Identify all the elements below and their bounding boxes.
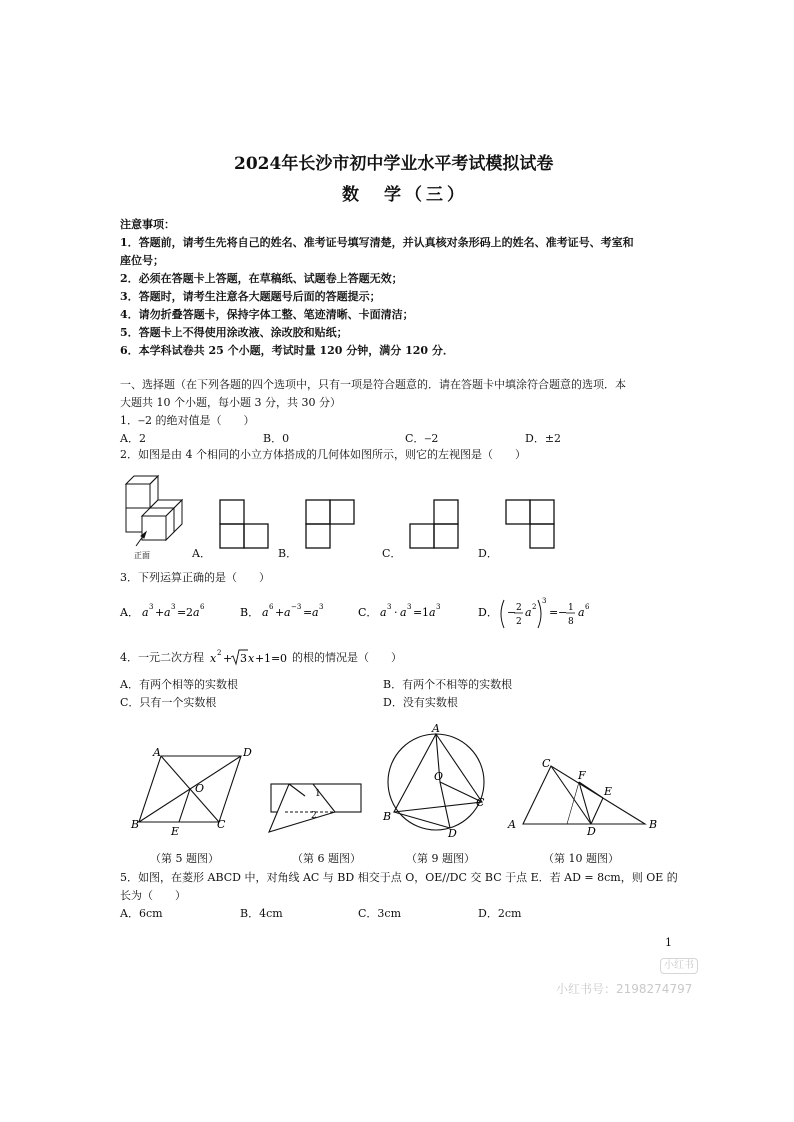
figure-10-triangle [505,752,665,836]
q3-b-exp: −3 [291,603,302,611]
q3-c-num: 1 [422,606,429,619]
q3-c-var: a [429,606,436,619]
fig10-label-c: C [542,757,551,770]
q3-b-exp: 6 [269,603,274,611]
fig5-label-o: O [195,782,205,795]
q3-a-num: 2 [186,606,193,619]
q2-option-b-view [306,500,354,548]
q3-a-var: a [164,606,171,619]
q3-d-var: a [525,606,532,619]
notes-heading: 注意事项： [120,218,175,231]
q4-stem-pre: 4．一元二次方程 [120,651,204,664]
q5-option-a: A．6cm [120,907,163,920]
q2-option-d: D． [478,547,498,560]
q5-option-b: B．4cm [240,907,283,920]
q3-b-var: a [312,606,319,619]
q2-option-a-view [220,500,268,548]
q5-stem: 5．如图，在菱形 ABCD 中，对角线 AC 与 BD 相交于点 O，OE//DC 交 BC 于点 E．若 AD = 8cm，则 OE 的 [120,871,678,884]
fig10-label-e: E [604,785,613,798]
q3-label-b: B． [240,606,260,619]
q4-eq-plus: + [255,652,265,665]
q3-d-op: = [549,606,559,619]
fig5-label-e: E [171,825,180,838]
q2-front-label: 正面 [134,551,150,560]
q4-option-a: A．有两个相等的实数根 [120,678,238,691]
figure-5-rhombus [125,744,255,840]
fig9-label-o: O [434,770,444,783]
figure-caption: （第 9 题图） [406,852,475,865]
q1-option-c: C．‒2 [405,432,439,445]
q2-option-d-view [506,500,554,548]
q4-option-d: D．没有实数根 [383,696,458,709]
q1-stem: 1．‒2 的绝对值是（ ） [120,414,255,427]
fig9-label-a: A [432,722,440,735]
q1-option-b: B．0 [263,432,290,445]
q3-a-var: a [142,606,149,619]
q4-eq-one: 1 [264,652,271,665]
q4-equation [208,645,292,667]
q2-option-a: A． [192,547,211,560]
q5-option-d: D．2cm [478,907,522,920]
q4-eq-eq: = [271,652,281,665]
q3-d-exp: 6 [585,603,590,611]
q5-option-c: C．3cm [358,907,402,920]
fig10-label-a: A [508,818,516,831]
q3-d-num: 2 [516,617,522,627]
fig10-label-d: D [587,825,596,836]
section-heading: 一、选择题（在下列各题的四个选项中，只有一项是符合题意的．请在答题卡中填涂符合题意的选项．本 [120,378,626,391]
watermark-id: 小红书号：2198274797 [556,982,693,996]
q2-stem: 2．如图是由 4 个相同的小立方体搭成的几何体如图所示，则它的左视图是（ ） [120,448,526,461]
q4-eq-x: x [210,652,217,665]
fig9-label-d: D [448,827,457,838]
fig5-label-d: D [243,746,252,759]
q1-option-a: A．2 [120,432,146,445]
subject-title: 数 学（三） [342,185,468,205]
q3-c-exp: 3 [387,603,392,611]
q3-b-var: a [284,606,291,619]
q3-b-exp: 3 [319,603,324,611]
q3-b-op: = [303,606,313,619]
q3-b-op: + [275,606,285,619]
q4-eq-zero: 0 [280,652,287,665]
q3-d-num: 2 [516,603,522,613]
q2-option-b: B． [278,547,298,560]
q4-eq-x: x [248,652,255,665]
q3-c-exp: 3 [407,603,412,611]
figure-caption: （第 6 题图） [292,852,361,865]
q3-c-op: = [413,606,423,619]
note-item: 4．请勿折叠答题卡，保持字体工整、笔迹清晰、卡面清洁； [120,308,414,321]
q3-c-exp: 3 [436,603,441,611]
q3-d-op: − [507,606,517,619]
fig5-label-b: B [131,818,140,831]
figure-caption: （第 5 题图） [150,852,219,865]
q3-a-op: + [155,606,165,619]
note-item: 2．必须在答题卡上答题，在草稿纸、试题卷上答题无效； [120,272,403,285]
q5-stem-cont: 长为（ ） [120,889,186,902]
exam-title: 2024年长沙市初中学业水平考试模拟试卷 [234,154,554,174]
q3-d-exp: 2 [532,603,537,611]
page-number: 1 [665,936,672,949]
q4-option-c: C．只有一个实数根 [120,696,217,709]
fig6-label-2: 2 [311,811,317,821]
q3-label-d: D． [478,606,498,619]
fig10-label-f: F [578,769,586,782]
q3-c-var: a [400,606,407,619]
note-item: 1．答题前，请考生先将自己的姓名、准考证号填写清楚，并认真核对条形码上的姓名、准考证号、考室和 [120,236,634,249]
q3-label-c: C． [358,606,378,619]
note-item: 5．答题卡上不得使用涂改液、涂改胶和贴纸； [120,326,348,339]
q3-c-var: a [380,606,387,619]
q2-option-c-view [410,500,458,548]
q3-a-exp: 3 [171,603,176,611]
q3-options [118,594,618,634]
q3-d-var: a [578,606,585,619]
figure-caption: （第 10 题图） [543,852,619,865]
q3-d-paren-left [501,600,504,628]
fig9-label-b: B [383,810,392,823]
q3-d-paren-right [538,600,541,628]
q4-stem-post: 的根的情况是（ ） [292,651,402,664]
note-item: 座位号； [120,254,164,267]
q3-stem: 3．下列运算正确的是（ ） [120,571,270,584]
q2-figures [118,470,568,562]
fig6-label-1: 1 [315,789,321,799]
q2-option-c: C． [382,547,402,560]
q3-b-var: a [262,606,269,619]
q2-solid [126,476,182,546]
q4-option-b: B．有两个不相等的实数根 [383,678,513,691]
watermark-logo: 小红书 [660,958,698,974]
fig10-label-b: B [649,818,658,831]
q3-d-num: 1 [568,603,574,613]
section-heading-cont: 大题共 10 个小题，每小题 3 分，共 30 分） [120,396,341,409]
q4-eq-plus: + [223,652,233,665]
q3-a-exp: 3 [149,603,154,611]
q3-a-op: = [177,606,187,619]
figure-9-circle [380,720,490,838]
q3-d-exp: 3 [542,597,547,605]
q3-d-num: 8 [568,617,574,627]
q4-eq-root-arg: 3 [240,652,247,665]
fig9-label-c: C [476,796,485,809]
q1-option-d: D．±2 [525,432,562,445]
q3-c-op: · [394,606,398,619]
note-item: 3．答题时，请考生注意各大题题号后面的答题提示； [120,290,381,303]
q3-d-op: − [558,606,568,619]
fig5-label-c: C [217,818,226,831]
fig5-label-a: A [153,746,161,759]
q3-label-a: A． [120,606,139,619]
q3-a-exp: 6 [200,603,205,611]
q4-eq-exp: 2 [217,649,222,657]
q3-a-var: a [193,606,200,619]
note-item: 6．本学科试卷共 25 个小题，考试时量 120 分钟，满分 120 分． [120,344,454,357]
figure-6-folded-strip [265,776,365,836]
